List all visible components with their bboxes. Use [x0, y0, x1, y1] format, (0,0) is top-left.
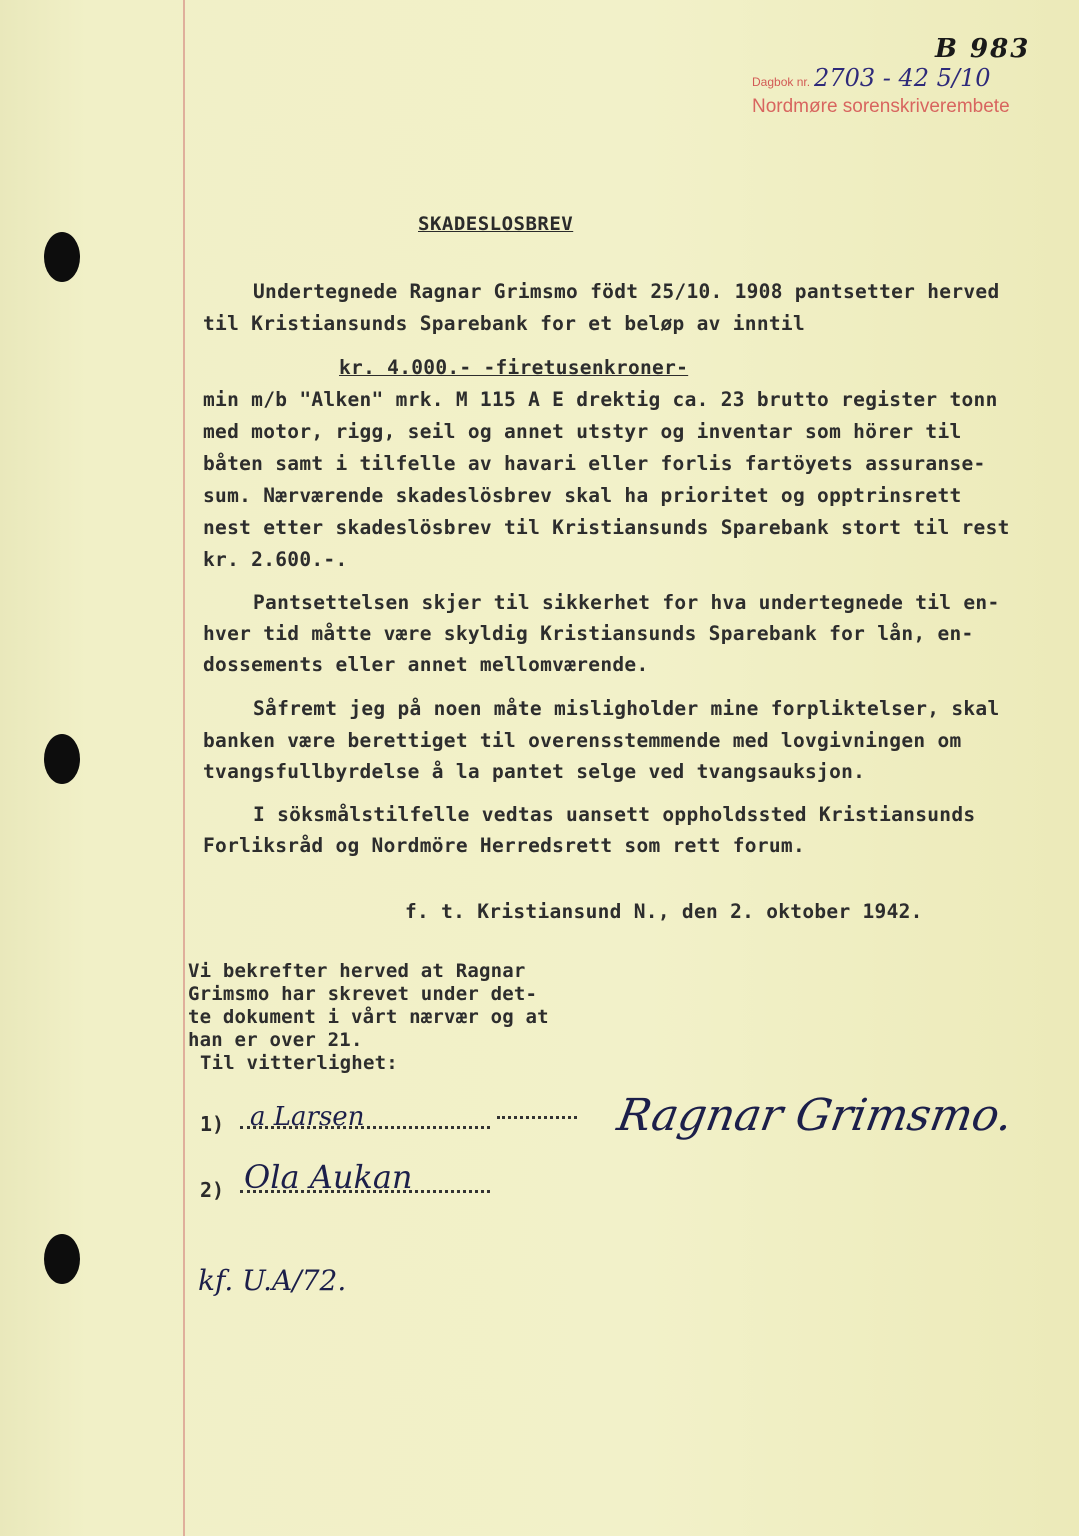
- witness-line: te dokument i vårt nærvær og at: [188, 1006, 549, 1028]
- witness-line: han er over 21.: [188, 1029, 363, 1051]
- text-line: I söksmålstilfelle vedtas uansett oppholdssted Kristiansunds: [253, 803, 976, 826]
- amount-line: kr. 4.000.- -firetusenkroner-: [339, 356, 689, 379]
- signature-line-main: [497, 1116, 577, 1119]
- dagbok-number: 2703 - 42 5/10: [814, 64, 991, 92]
- punch-hole: [44, 232, 80, 282]
- text-line: kr. 2.600.-.: [203, 548, 348, 571]
- dagbok-label: Dagbok nr.: [752, 75, 811, 89]
- text-line: tvangsfullbyrdelse å la pantet selge ved tvangsauksjon.: [203, 760, 866, 783]
- marginal-note: kf. U.A/72.: [198, 1264, 347, 1297]
- text-line: Såfremt jeg på noen måte misligholder mine forpliktelser, skal: [253, 697, 1000, 720]
- text-line: sum. Nærværende skadeslösbrev skal ha prioritet og opptrinsrett: [203, 484, 962, 507]
- folio-number: B 983: [935, 34, 1031, 64]
- witness-heading: Til vitterlighet:: [200, 1052, 398, 1074]
- punch-hole: [44, 1234, 80, 1284]
- text-line: nest etter skadeslösbrev til Kristiansunds Sparebank stort til rest: [203, 516, 1010, 539]
- text-line: banken være berettiget til overensstemmende med lovgivningen om: [203, 729, 962, 752]
- dagbok-stamp: [752, 64, 991, 92]
- text-line: Forliksråd og Nordmöre Herredsrett som rett forum.: [203, 834, 805, 857]
- witness-number-1: 1): [200, 1112, 225, 1136]
- text-line: min m/b "Alken" mrk. M 115 A E drektig ca. 23 brutto register tonn: [203, 388, 998, 411]
- text-line: båten samt i tilfelle av havari eller forlis fartöyets assuranse-: [203, 452, 986, 475]
- date-line: f. t. Kristiansund N., den 2. oktober 1942.: [405, 900, 923, 923]
- text-line: med motor, rigg, seil og annet utstyr og inventar som hörer til: [203, 420, 962, 443]
- witness-signature-1: a Larsen: [250, 1102, 365, 1132]
- text-line: dossements eller annet mellomværende.: [203, 653, 649, 676]
- witness-line: Grimsmo har skrevet under det-: [188, 983, 538, 1005]
- punch-hole: [44, 734, 80, 784]
- margin-rule: [183, 0, 185, 1536]
- witness-number-2: 2): [200, 1178, 225, 1202]
- text-line: hver tid måtte være skyldig Kristiansunds Sparebank for lån, en-: [203, 622, 974, 645]
- text-line: til Kristiansunds Sparebank for et beløp av inntil: [203, 312, 805, 335]
- text-line: Undertegnede Ragnar Grimsmo födt 25/10. 1908 pantsetter herved: [253, 280, 1000, 303]
- document-title: SKADESLOSBREV: [418, 213, 574, 235]
- witness-signature-2: Ola Aukan: [244, 1158, 413, 1196]
- witness-line: Vi bekrefter herved at Ragnar: [188, 960, 526, 982]
- office-stamp: Nordmøre sorenskriverembete: [752, 96, 1010, 117]
- main-signature: Ragnar Grimsmo.: [613, 1090, 1017, 1141]
- text-line: Pantsettelsen skjer til sikkerhet for hva undertegnede til en-: [253, 591, 1000, 614]
